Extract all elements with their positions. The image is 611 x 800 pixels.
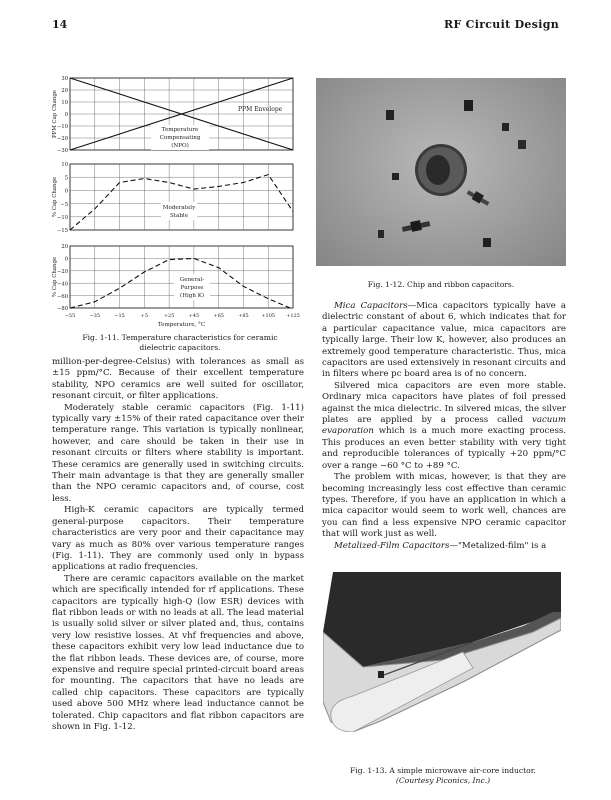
y-tick-label: 10 [61, 162, 68, 169]
panel-frame [70, 164, 293, 230]
label-moderately: Moderately [162, 205, 196, 211]
figure-1-13-caption [330, 766, 556, 786]
figure-1-13-caption-line1: Fig. 1-13. A simple microwave air-core inductor. [350, 766, 536, 775]
x-tick-label: −15 [114, 313, 125, 319]
y-tick-label: −80 [57, 306, 68, 313]
y-tick-label: −5 [60, 201, 68, 208]
label-general: General- [179, 277, 205, 283]
label-purpose: Purpose [180, 285, 204, 291]
mica-heading: Mica Capacitors [334, 301, 408, 311]
paragraph: Moderately stable ceramic capacitors (Fig. 1-11) typically vary ±15% of their rated capacitance over their temperature range. This variation is typically nonlinear, however, and care should be taken in their use in resonant circuits or filters where stability is important. These ceramics are generally used in switching circuits. Their main advantage is that they are generally smaller than the NPO ceramic capacitors and, of course, cost less. [52, 402, 304, 504]
label-stable: Stable [169, 213, 189, 219]
x-tick-label: +65 [213, 313, 224, 319]
page-number: 14 [52, 18, 68, 31]
y-tick-label: −15 [57, 228, 68, 235]
paragraph: The problem with micas, however, is that they are becoming increasingly less cost effective than ceramic types. Therefore, if you have an application in which a mica capacitor would seem to work well, chances are you can find a less expensive NPO ceramic capacitor that will work just as well. [322, 472, 566, 540]
y-axis-label: % Cap Change [52, 256, 58, 298]
paragraph: million-per-degree-Celsius) with tolerances as small as ±15 ppm/°C. Because of their excellent temperature stability, NPO ceramics are well suited for oscillator, resonant circuit, or filter applications. [52, 357, 304, 402]
paragraph: There are ceramic capacitors available on the market which are specifically intended for rf applications. These capacitors are typically high-Q (low ESR) devices with flat ribbon leads or with no leads at all. The lead material is usually solid silver or silver plated and, thus, contains very low resistive losses. At vhf frequencies and above, these capacitors exhibit very low lead inductance due to the flat ribbon leads. These devices are, of course, more expensive and require special printed-circuit board areas for mounting. The capacitors that have no leads are called chip capacitors. These capacitors are typically used above 500 MHz where lead inductance cannot be tolerated. Chip capacitors and flat ribbon capacitors are shown in Fig. 1-12. [52, 573, 304, 732]
label-ppm-envelope: PPM Envelope [238, 106, 283, 113]
y-axis-label: % Cap Change [52, 176, 58, 218]
label-npo-line3: (NPO) [171, 143, 189, 149]
x-tick-label: +85 [238, 313, 249, 319]
label-npo-line2: Compensating [159, 135, 201, 141]
paragraph: —Mica capacitors typically have a dielectric constant of about 6, which indicates that for a particular capacitance value, mica capacitors are typically large. Their low K, however, also produces an extremely good temperature characteristic. Thus, mica capacitors are used extensively in resonant circuits and in filters where pc board area is of no concern. [322, 301, 567, 380]
figure-1-11-caption-line2: dielectric capacitors. [139, 343, 221, 352]
figure-1-11-chart [48, 74, 310, 330]
term-vacuum-evaporation: vacuum evaporation [322, 415, 566, 437]
y-tick-label: 10 [61, 100, 68, 107]
figure-1-13-photo [323, 572, 561, 760]
y-axis-label: PPM Cap Change [52, 90, 58, 138]
left-column-text [52, 357, 304, 733]
y-tick-label: −20 [57, 269, 68, 275]
y-tick-label: 20 [61, 88, 68, 95]
y-tick-label: −30 [57, 148, 68, 155]
figure-1-13-caption-line2: (Courtesy Piconics, Inc.) [395, 776, 491, 785]
y-tick-label: −10 [57, 215, 68, 221]
x-tick-label: −35 [89, 313, 101, 319]
y-tick-label: 30 [61, 76, 68, 83]
x-tick-label: +45 [188, 313, 200, 319]
x-tick-label: +105 [261, 313, 276, 319]
figure-1-11-caption [60, 333, 300, 353]
film-heading: Metalized-Film Capacitors [334, 540, 450, 551]
paragraph: which is a much more exacting process. This produces an even better stability with very tight and reproducible tolerances of typically +20 ppm/°C over a range −60 °C to +89 °C. [322, 426, 566, 471]
label-npo-line1: Temperature [161, 127, 199, 133]
chip-capacitors-illustration [316, 78, 566, 266]
y-tick-label: −20 [57, 136, 68, 143]
x-tick-label: +25 [163, 313, 175, 319]
label-high-k: (High K) [179, 293, 205, 299]
y-tick-label: 5 [64, 175, 68, 182]
figure-1-11-caption-line1: Fig. 1-11. Temperature characteristics for ceramic [82, 333, 278, 342]
y-tick-label: 0 [64, 256, 68, 263]
y-tick-label: 0 [64, 188, 68, 195]
y-tick-label: −40 [57, 281, 68, 288]
paragraph: High-K ceramic capacitors are typically termed general-purpose capacitors. Their temperature characteristics are very poor and their capacitance may vary as much as 80% over various temperature ranges (Fig. 1-11). They are commonly used only in bypass applications at radio frequencies. [52, 505, 304, 573]
air-core-inductor-illustration [323, 572, 561, 760]
figure-1-12-caption: Fig. 1-12. Chip and ribbon capacitors. [367, 280, 515, 289]
right-column-text [322, 301, 566, 552]
x-tick-label: +125 [286, 313, 300, 319]
paragraph: —"Metalized-film" is a [449, 540, 547, 551]
y-tick-label: 20 [61, 244, 68, 251]
x-tick-label: −55 [64, 313, 76, 319]
y-tick-label: −10 [57, 124, 68, 131]
paragraph: Silvered mica capacitors are even more stable. Ordinary mica capacitors have plates of foil pressed against the mica dielectric. In silvered micas, the silver plates are applied by a process called [322, 380, 566, 426]
running-title: RF Circuit Design [444, 18, 559, 31]
figure-1-12-photo [316, 78, 566, 266]
y-tick-label: 0 [64, 112, 68, 119]
x-axis-label: Temperature, °C [157, 322, 206, 328]
x-tick-label: +5 [140, 313, 149, 319]
y-tick-label: −60 [57, 293, 68, 300]
